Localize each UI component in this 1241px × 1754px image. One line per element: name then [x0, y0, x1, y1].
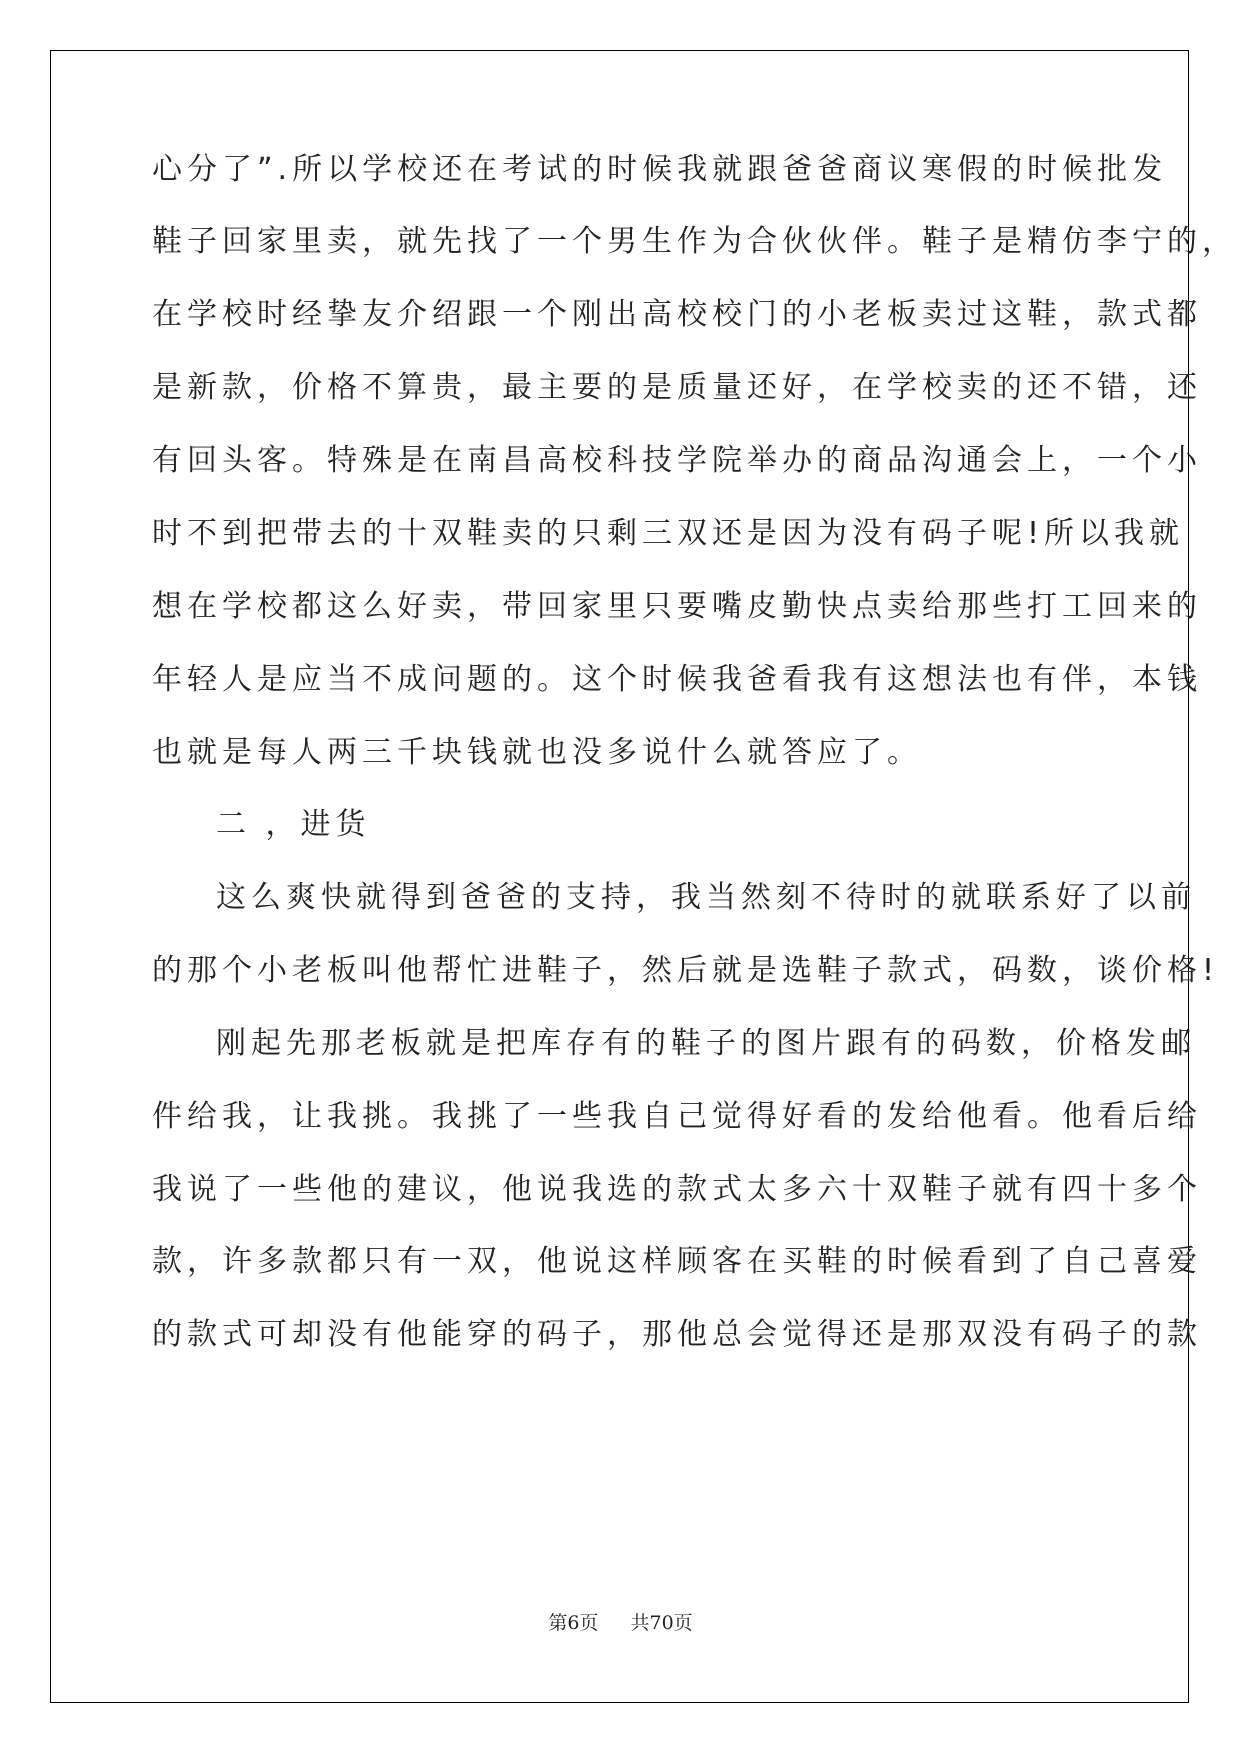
text-line: 是新款，价格不算贵，最主要的是质量还好，在学校卖的还不错，还	[152, 370, 1202, 405]
text-line: 鞋子回家里卖，就先找了一个男生作为合伙伙伴。鞋子是精仿李宁的，	[152, 224, 1237, 259]
text-line: 也就是每人两三千块钱就也没多说什么就答应了。	[152, 735, 922, 770]
text-line: 的那个小老板叫他帮忙进鞋子，然后就是选鞋子款式，码数，谈价格!	[152, 953, 1220, 988]
text-line: 时不到把带去的十双鞋卖的只剩三双还是因为没有码子呢!所以我就	[152, 516, 1185, 551]
text-line: 有回头客。特殊是在南昌高校科技学院举办的商品沟通会上，一个小	[152, 443, 1202, 478]
text-line: 款，许多款都只有一双，他说这样顾客在买鞋的时候看到了自己喜爱	[152, 1244, 1202, 1279]
page-total: 共70页	[630, 1612, 693, 1634]
section-heading: 二 ，进货	[216, 807, 371, 842]
text-line: 的款式可却没有他能穿的码子，那他总会觉得还是那双没有码子的款	[152, 1317, 1202, 1352]
page-number: 第6页	[548, 1612, 599, 1634]
text-line: 心分了”.所以学校还在考试的时候我就跟爸爸商议寒假的时候批发	[152, 152, 1168, 187]
text-line: 这么爽快就得到爸爸的支持，我当然刻不待时的就联系好了以前	[216, 880, 1196, 915]
text-line: 件给我，让我挑。我挑了一些我自己觉得好看的发给他看。他看后给	[152, 1099, 1202, 1134]
text-line: 刚起先那老板就是把库存有的鞋子的图片跟有的码数，价格发邮	[216, 1026, 1196, 1061]
text-line: 年轻人是应当不成问题的。这个时候我爸看我有这想法也有伴，本钱	[152, 662, 1202, 697]
page-footer	[0, 1608, 1241, 1635]
text-line: 我说了一些他的建议，他说我选的款式太多六十双鞋子就有四十多个	[152, 1172, 1202, 1207]
text-line: 在学校时经挚友介绍跟一个刚出高校校门的小老板卖过这鞋，款式都	[152, 297, 1202, 332]
text-line: 想在学校都这么好卖，带回家里只要嘴皮勤快点卖给那些打工回来的	[152, 589, 1202, 624]
